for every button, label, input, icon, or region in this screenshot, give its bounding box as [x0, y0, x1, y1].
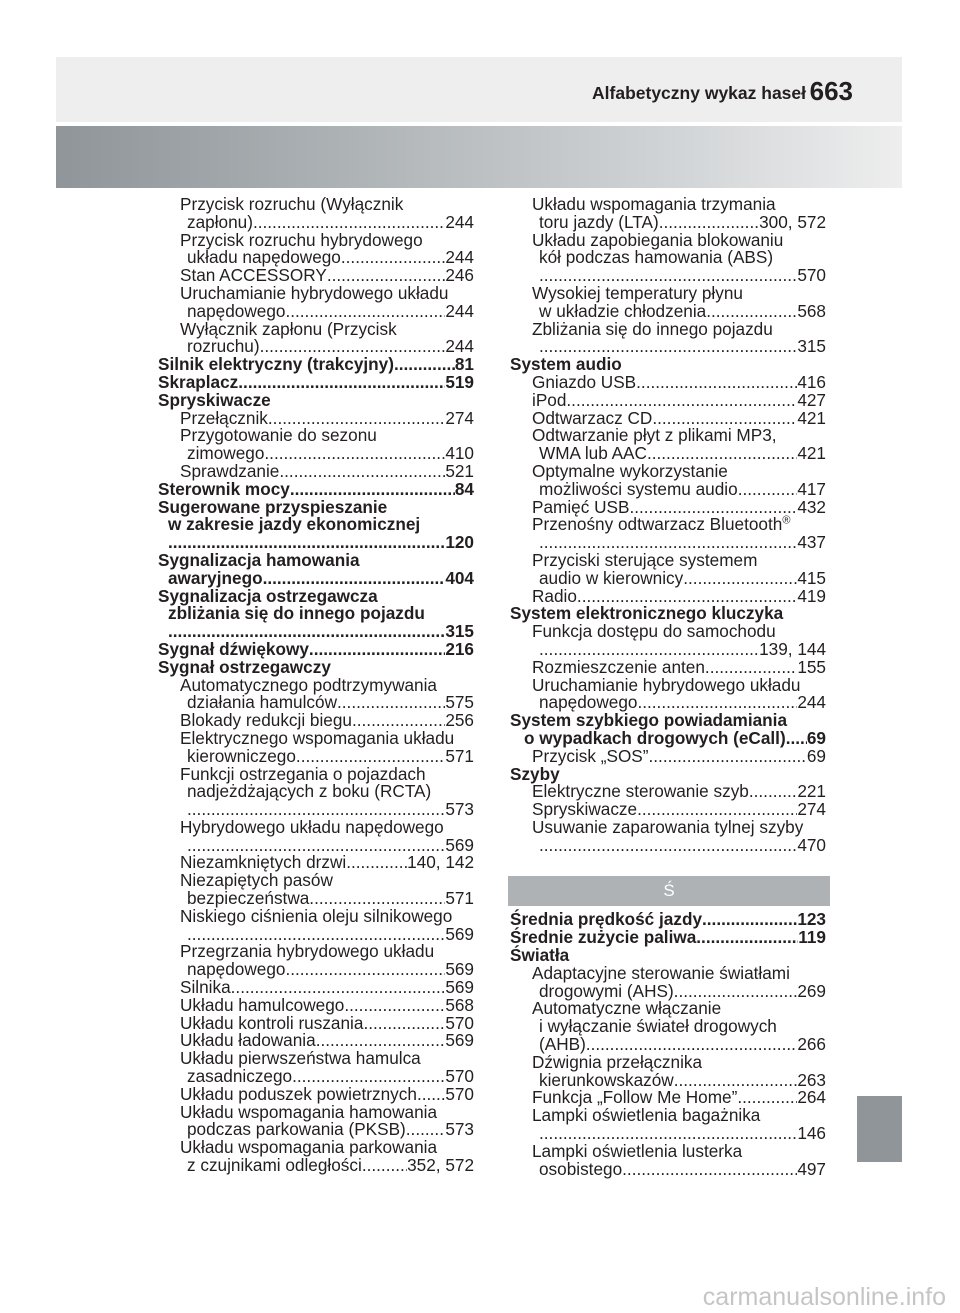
index-subentry: (AHB) ..... 266: [510, 1036, 826, 1054]
index-subentry: Układu ładowania ..... 569: [158, 1032, 474, 1050]
index-subentry: Adaptacyjne sterowanie światłami: [532, 962, 790, 983]
index-entry: System elektronicznego kluczyka: [510, 603, 784, 624]
index-subentry: Układu kontroli ruszania ..... 570: [158, 1015, 474, 1033]
index-subentry: Funkcja dostępu do samochodu: [532, 621, 776, 642]
index-subentry: drogowymi (AHS) ..... 269: [510, 983, 826, 1001]
index-subentry: ..... 573: [158, 801, 474, 819]
index-subentry: zimowego ..... 410: [158, 445, 474, 463]
index-subentry: Lampki oświetlenia bagażnika: [532, 1105, 761, 1126]
index-subentry: ..... 315: [510, 338, 826, 356]
index-subentry: Silnika ..... 569: [158, 979, 474, 997]
index-subentry: kół podczas hamowania (ABS): [539, 247, 774, 268]
index-subentry: Przyciski sterujące systemem: [532, 549, 758, 570]
registered-mark: ®: [782, 514, 791, 527]
index-subentry: Stan ACCESSORY ..... 246: [158, 267, 474, 285]
index-subentry: napędowego ..... 569: [158, 961, 474, 979]
index-subentry: Układu zapobiegania blokowaniu: [532, 229, 784, 250]
index-subentry: ..... 570: [510, 267, 826, 285]
index-entry: Sygnalizacja hamowania: [158, 549, 360, 570]
index-subentry: toru jazdy (LTA) ..... 300, 572: [510, 214, 826, 232]
index-subentry: kierunkowskazów ..... 263: [510, 1072, 826, 1090]
index-entry: o wypadkach drogowych (eCall) ..... 69: [510, 730, 826, 748]
index-entry: Sygnał dźwiękowy ..... 216: [158, 641, 474, 659]
index-entry: System szybkiego powiadamiania: [510, 710, 788, 731]
index-subentry: zapłonu) ..... 244: [158, 214, 474, 232]
index-subentry: ..... 569: [158, 926, 474, 944]
index-subentry: Odtwarzacz CD ..... 421: [510, 410, 826, 428]
index-subentry: Lampki oświetlenia lusterka: [532, 1140, 743, 1161]
index-subentry: podczas parkowania (PKSB) ..... 573: [158, 1121, 474, 1139]
index-subentry: ..... 437: [510, 534, 826, 552]
index-subentry: Układu poduszek powietrznych ..... 570: [158, 1086, 474, 1104]
index-entry: Sterownik mocy ..... 84: [158, 481, 474, 499]
index-subentry: Układu hamulcowego ..... 568: [158, 997, 474, 1015]
index-subentry: Przegrzania hybrydowego układu: [180, 941, 435, 962]
index-subentry: Blokady redukcji biegu ..... 256: [158, 712, 474, 730]
index-subentry: Układu wspomagania parkowania: [180, 1137, 438, 1158]
index-subentry: Układu wspomagania trzymania: [532, 194, 776, 214]
index-subentry: nadjeżdżających z boku (RCTA): [187, 781, 432, 802]
index-subentry: osobistego ..... 497: [510, 1161, 826, 1179]
index-subentry: Funkcji ostrzegania o pojazdach: [180, 763, 426, 784]
index-subentry: Przycisk rozruchu hybrydowego: [180, 229, 423, 250]
index-entry: Sygnalizacja ostrzegawcza: [158, 585, 378, 606]
index-subentry: działania hamulców ..... 575: [158, 694, 474, 712]
header-gradient-band: [56, 126, 902, 188]
header-title: Alfabetyczny wykaz haseł: [592, 83, 806, 103]
index-subentry: i wyłączanie świateł drogowych: [539, 1016, 777, 1037]
index-entry: awaryjnego ..... 404: [158, 570, 474, 588]
index-column-left: [158, 196, 474, 1175]
index-subentry: kierowniczego ..... 571: [158, 748, 474, 766]
index-subentry: Zbliżania się do innego pojazdu: [532, 318, 773, 339]
index-subentry: Automatycznego podtrzymywania: [180, 674, 437, 695]
index-entry: ..... 120: [158, 534, 474, 552]
index-subentry: WMA lub AAC ..... 421: [510, 445, 826, 463]
index-subentry: ..... 470: [510, 837, 826, 855]
page-number: 663: [809, 76, 853, 106]
index-subentry: układu napędowego ..... 244: [158, 249, 474, 267]
index-subentry: Usuwanie zaparowania tylnej szyby: [532, 816, 804, 837]
index-subentry: z czujnikami odległości ..... 352, 572: [158, 1157, 474, 1175]
index-subentry: Przygotowanie do sezonu: [180, 425, 377, 446]
index-entry: Sygnał ostrzegawczy: [158, 656, 331, 677]
index-subentry: Elektrycznego wspomagania układu: [180, 727, 455, 748]
index-subentry: ..... 146: [510, 1125, 826, 1143]
index-subentry: Spryskiwacze ..... 274: [510, 801, 826, 819]
index-subentry: Niskiego ciśnienia oleju silnikowego: [180, 905, 453, 926]
index-subentry: Funkcja „Follow Me Home” ..... 264: [510, 1089, 826, 1107]
index-subentry: zasadniczego ..... 570: [158, 1068, 474, 1086]
index-subentry: iPod ..... 427: [510, 392, 826, 410]
index-subentry: Uruchamianie hybrydowego układu: [180, 282, 449, 303]
index-entry: System audio: [510, 354, 622, 375]
index-subentry: w układzie chłodzenia ..... 568: [510, 303, 826, 321]
index-subentry: Niezamkniętych drzwi ..... 140, 142: [158, 854, 474, 872]
index-subentry: Wysokiej temperatury płynu: [532, 282, 743, 303]
index-subentry: Rozmieszczenie anten ..... 155: [510, 659, 826, 677]
index-entry: Szyby: [510, 763, 560, 784]
index-subentry: Gniazdo USB ..... 416: [510, 374, 826, 392]
index-subentry: Wyłącznik zapłonu (Przycisk: [180, 318, 397, 339]
index-subentry: Elektryczne sterowanie szyb ..... 221: [510, 783, 826, 801]
index-subentry: Radio ..... 419: [510, 588, 826, 606]
index-subentry: Odtwarzanie płyt z plikami MP3,: [532, 425, 777, 446]
index-subentry: Optymalne wykorzystanie: [532, 460, 728, 481]
index-entry: zbliżania się do innego pojazdu: [168, 603, 425, 624]
index-entry: ..... 315: [158, 623, 474, 641]
index-entry: Spryskiwacze: [158, 389, 271, 410]
index-subentry: napędowego ..... 244: [510, 694, 826, 712]
index-subentry: Przycisk „SOS” ..... 69: [510, 748, 826, 766]
index-subentry: Układu wspomagania hamowania: [180, 1101, 438, 1122]
index-subentry: rozruchu) ..... 244: [158, 338, 474, 356]
index-entry: Skraplacz ..... 519: [158, 374, 474, 392]
index-subentry: Przełącznik ..... 274: [158, 410, 474, 428]
index-subentry: Przycisk rozruchu (Wyłącznik: [180, 194, 404, 214]
index-subentry: ..... 569: [158, 837, 474, 855]
index-subentry: ..... 139, 144: [510, 641, 826, 659]
index-subentry: Pamięć USB ..... 432: [510, 499, 826, 517]
index-subentry: Dźwignia przełącznika: [532, 1051, 703, 1072]
index-subentry: Uruchamianie hybrydowego układu: [532, 674, 801, 695]
index-subentry: Układu pierwszeństwa hamulca: [180, 1048, 421, 1069]
index-subentry: bezpieczeństwa ..... 571: [158, 890, 474, 908]
index-subentry: Sprawdzanie ..... 521: [158, 463, 474, 481]
chapter-side-tab: [857, 1096, 902, 1162]
index-subentry: możliwości systemu audio ..... 417: [510, 481, 826, 499]
index-entry: Średnie zużycie paliwa ..... 119: [510, 929, 826, 947]
watermark: carmanualsonline.info: [702, 1283, 946, 1311]
index-entry: Sugerowane przyspieszanie: [158, 496, 388, 517]
index-entry: Średnia prędkość jazdy ..... 123: [510, 911, 826, 929]
index-entry: Światła: [510, 945, 570, 966]
index-subentry: Hybrydowego układu napędowego: [180, 816, 444, 837]
index-entry: w zakresie jazdy ekonomicznej: [168, 514, 421, 535]
index-subentry: Automatyczne włączanie: [532, 998, 722, 1019]
index-subentry: audio w kierownicy ..... 415: [510, 570, 826, 588]
index-subentry: napędowego ..... 244: [158, 303, 474, 321]
index-entry: Silnik elektryczny (trakcyjny) ..... 81: [158, 356, 474, 374]
index-column-right: [510, 196, 826, 1178]
index-subentry: Przenośny odtwarzacz Bluetooth®: [532, 514, 791, 535]
section-letter-header: Ś: [508, 876, 830, 906]
index-subentry: Niezapiętych pasów: [180, 870, 333, 891]
